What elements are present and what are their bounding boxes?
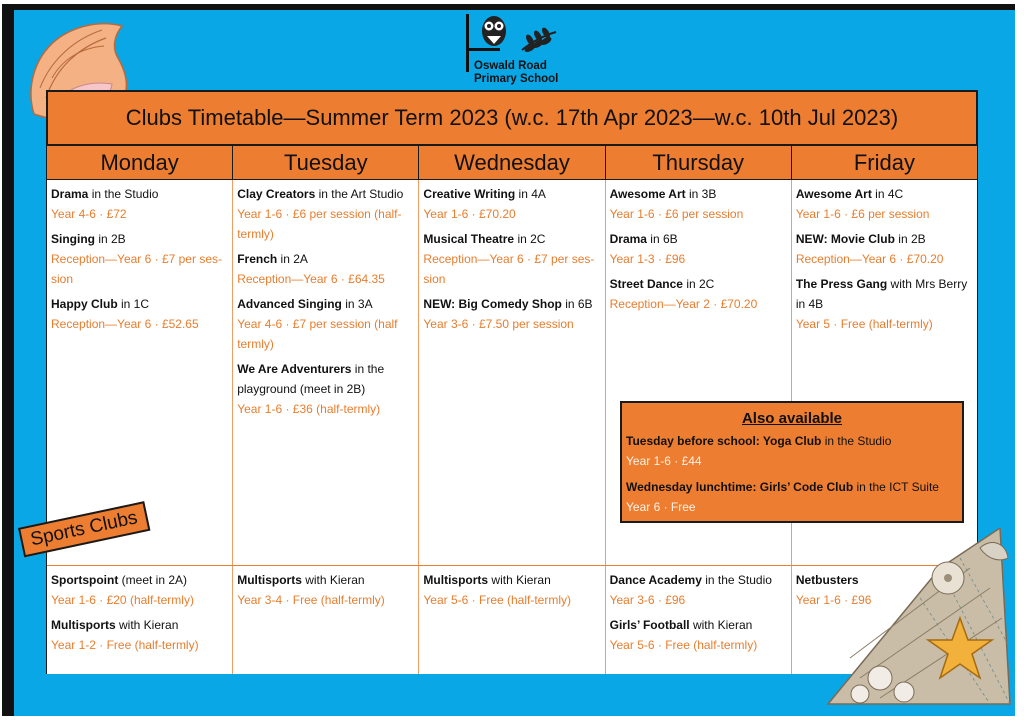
club-name: French bbox=[237, 252, 278, 266]
club-entry bbox=[423, 570, 600, 610]
club-location: in the playground (meet in 2B) bbox=[237, 362, 385, 396]
club-entry bbox=[423, 184, 600, 224]
club-details: Year 5-6 · Free (half-termly) bbox=[423, 593, 572, 607]
club-name: NEW: Big Comedy Shop bbox=[423, 297, 562, 311]
club-location: in 3B bbox=[685, 187, 717, 201]
club-name: Girls’ Football bbox=[609, 618, 690, 632]
club-entry bbox=[423, 294, 600, 334]
club-location: (meet in 2A) bbox=[118, 573, 188, 587]
club-location: with Kieran bbox=[301, 573, 365, 587]
club-entry bbox=[796, 184, 973, 224]
club-location: in 2A bbox=[277, 252, 308, 266]
club-name: Multisports bbox=[423, 573, 489, 587]
club-details: Year 1-6 · £6 per session (half-termly) bbox=[237, 207, 402, 241]
club-location: in 2B bbox=[95, 232, 126, 246]
also-available-item bbox=[626, 477, 958, 517]
club-name: Netbusters bbox=[795, 573, 859, 587]
day-header-row bbox=[47, 146, 977, 180]
starfish-shells-net-icon bbox=[820, 528, 1014, 712]
day-header-wednesday: Wednesday bbox=[419, 146, 605, 179]
sports-column-thursday bbox=[606, 566, 792, 674]
club-name: Awesome Art bbox=[795, 187, 872, 201]
club-name: Clay Creators bbox=[237, 187, 316, 201]
club-name: Sportspoint bbox=[51, 573, 119, 587]
club-location: in 6B bbox=[646, 232, 678, 246]
club-location: in the Studio bbox=[88, 187, 159, 201]
club-details: Year 1-6 · £70.20 bbox=[423, 207, 516, 221]
club-location: with Kieran bbox=[689, 618, 753, 632]
club-name: Drama bbox=[51, 187, 89, 201]
page-title: Clubs Timetable—Summer Term 2023 (w.c. 17th Apr 2023—w.c. 10th Jul 2023) bbox=[46, 90, 978, 146]
club-location: in 4C bbox=[871, 187, 904, 201]
club-details: Year 3-6 · £7.50 per session bbox=[423, 317, 574, 331]
club-entry bbox=[51, 184, 228, 224]
club-details: Reception—Year 6 · £52.65 bbox=[51, 317, 199, 331]
club-location: in 2B bbox=[894, 232, 926, 246]
club-name: Multisports bbox=[237, 573, 302, 587]
club-details: Year 1-6 · £20 (half-termly) bbox=[51, 593, 194, 607]
club-details: Year 5 · Free (half-termly) bbox=[795, 317, 933, 331]
club-details: Year 1-6 · £36 (half-termly) bbox=[237, 402, 381, 416]
club-details: Year 1-6 · £6 per session bbox=[609, 207, 744, 221]
club-name: The Press Gang bbox=[795, 277, 888, 291]
sports-column-monday bbox=[47, 566, 233, 674]
club-entry bbox=[51, 229, 228, 289]
also-item-details: Year 1-6 · £44 bbox=[626, 454, 702, 468]
clubs-column-tuesday bbox=[233, 180, 419, 565]
day-header-monday: Monday bbox=[47, 146, 233, 179]
day-header-friday: Friday bbox=[853, 149, 915, 175]
club-entry bbox=[610, 615, 787, 655]
also-item-name: Wednesday lunchtime: Girls’ Code Club bbox=[626, 480, 854, 494]
club-name: Awesome Art bbox=[609, 187, 686, 201]
club-entry bbox=[796, 229, 973, 269]
also-available-heading: Also available bbox=[741, 410, 843, 427]
club-entry bbox=[237, 249, 414, 289]
club-name: Singing bbox=[51, 232, 95, 246]
also-item-details: Year 6 · Free bbox=[626, 500, 696, 514]
club-details: Year 4-6 · £7 per session (half termly) bbox=[237, 317, 398, 351]
also-available-item bbox=[626, 431, 958, 471]
also-item-name: Tuesday before school: Yoga Club bbox=[626, 434, 822, 448]
club-location: in 2C bbox=[514, 232, 546, 246]
club-details: Reception—Year 6 · £7 per ses-sion bbox=[423, 252, 595, 286]
club-location: in the Art Studio bbox=[315, 187, 404, 201]
club-details: Year 1-3 · £96 bbox=[609, 252, 686, 266]
club-details: Year 3-4 · Free (half-termly) bbox=[237, 593, 385, 607]
club-entry bbox=[237, 294, 414, 354]
also-item-location: in the Studio bbox=[821, 434, 892, 448]
club-details: Year 5-6 · Free (half-termly) bbox=[609, 638, 758, 652]
school-name: Oswald Road Primary School bbox=[474, 60, 559, 85]
club-details: Year 4-6 · £72 bbox=[51, 207, 127, 221]
club-name: Happy Club bbox=[51, 297, 118, 311]
club-entry bbox=[237, 570, 414, 610]
club-entry bbox=[51, 294, 228, 334]
club-details: Year 1-2 · Free (half-termly) bbox=[51, 638, 199, 652]
owl-icon bbox=[472, 14, 568, 54]
club-name: Advanced Singing bbox=[237, 297, 342, 311]
club-name: We Are Adventurers bbox=[237, 362, 352, 376]
club-name: Dance Academy bbox=[609, 573, 702, 587]
club-details: Reception—Year 6 · £70.20 bbox=[795, 252, 944, 266]
club-name: Musical Theatre bbox=[423, 232, 515, 246]
club-location: in 4A bbox=[515, 187, 546, 201]
day-header-tuesday: Tuesday bbox=[233, 146, 419, 179]
club-name: NEW: Movie Club bbox=[795, 232, 895, 246]
club-details: Reception—Year 2 · £70.20 bbox=[609, 297, 758, 311]
club-location: in the Studio bbox=[701, 573, 772, 587]
sports-column-wednesday bbox=[419, 566, 605, 674]
club-name: Creative Writing bbox=[423, 187, 516, 201]
club-details: Reception—Year 6 · £64.35 bbox=[237, 272, 385, 286]
club-entry bbox=[423, 229, 600, 289]
sports-clubs-label: Sports Clubs bbox=[18, 501, 150, 557]
club-location: in 3A bbox=[341, 297, 373, 311]
clubs-column-wednesday bbox=[419, 180, 605, 565]
club-entry bbox=[51, 570, 228, 610]
also-available-box bbox=[620, 401, 964, 523]
club-entry bbox=[610, 570, 787, 610]
sports-column-tuesday bbox=[233, 566, 419, 674]
club-entry bbox=[610, 184, 787, 224]
club-location: with Mrs Berry in 4B bbox=[795, 277, 968, 311]
club-name: Street Dance bbox=[609, 277, 683, 291]
club-entry bbox=[237, 359, 414, 419]
club-entry bbox=[237, 184, 414, 244]
day-header-thursday: Thursday bbox=[606, 146, 792, 179]
club-location: in 6B bbox=[561, 297, 593, 311]
club-details: Year 1-6 · £96 bbox=[795, 593, 872, 607]
club-entry bbox=[610, 274, 787, 314]
club-name: Multisports bbox=[51, 618, 116, 632]
club-location: with Kieran bbox=[488, 573, 551, 587]
club-details: Reception—Year 6 · £7 per ses-sion bbox=[51, 252, 222, 286]
club-details: Year 3-6 · £96 bbox=[609, 593, 686, 607]
school-logo bbox=[462, 14, 572, 90]
club-location: in 1C bbox=[117, 297, 150, 311]
also-item-location: in the ICT Suite bbox=[853, 480, 939, 494]
club-name: Drama bbox=[609, 232, 647, 246]
club-location: in 2C bbox=[682, 277, 715, 291]
club-entry bbox=[610, 229, 787, 269]
club-entry bbox=[796, 274, 973, 334]
club-location: with Kieran bbox=[115, 618, 179, 632]
club-entry bbox=[51, 615, 228, 655]
club-details: Year 1-6 · £6 per session bbox=[795, 207, 930, 221]
